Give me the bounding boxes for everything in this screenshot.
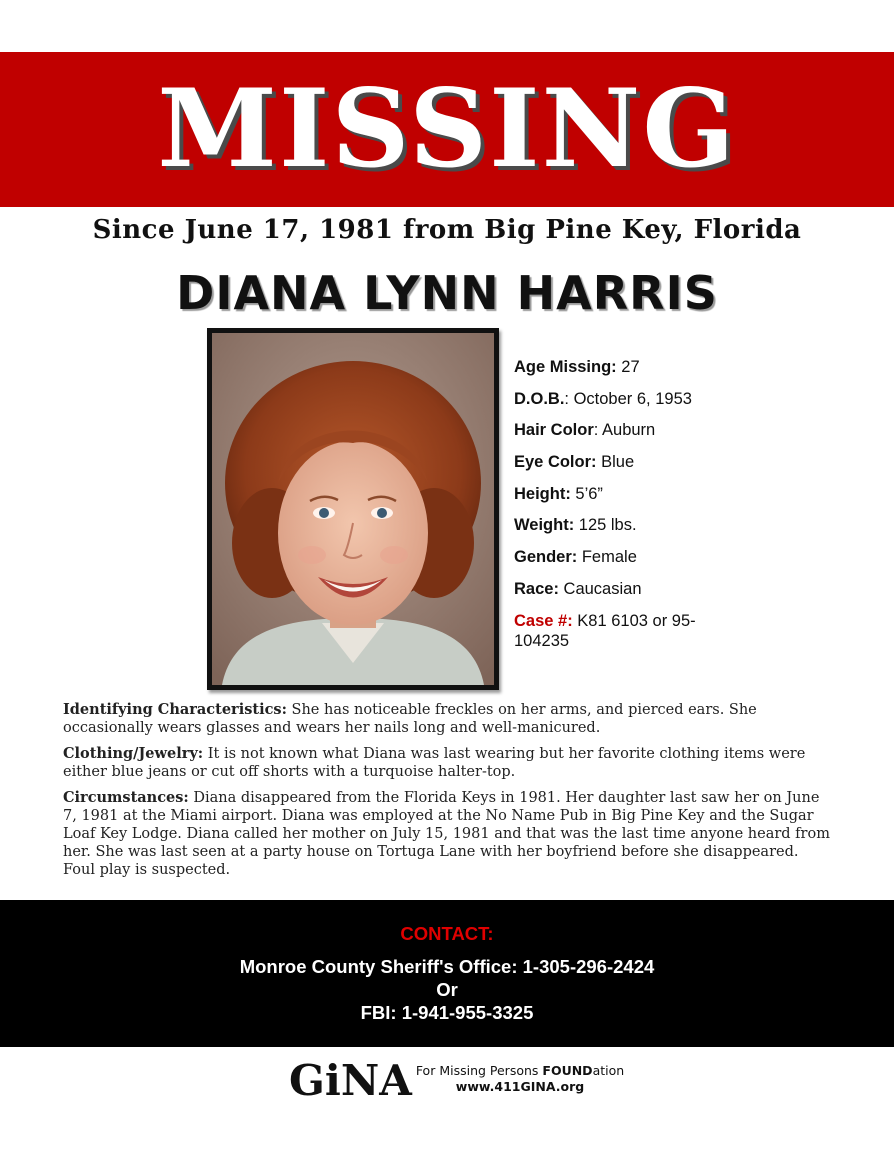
fact-label: Race:: [514, 579, 559, 598]
contact-or: Or: [436, 979, 458, 1000]
fact-label: Case #:: [514, 611, 573, 630]
clothing-jewelry: [63, 745, 833, 781]
gina-logo: [289, 1055, 419, 1103]
fact-race: [514, 579, 734, 611]
contact-sheriff: Monroe County Sheriff's Office: 1-305-296-2424: [239, 956, 655, 977]
gina-logo-text: GiNA: [289, 1056, 412, 1103]
missing-title: MISSING: [157, 66, 737, 192]
fact-label: D.O.B.: [514, 389, 565, 408]
detail-text: She has noticeable freckles on her arms, and pierced ears. She occasionally wears glasses and wears her nails long and well-manicured.: [63, 702, 757, 736]
fact-weight: [514, 515, 734, 547]
fact-value: 27: [616, 358, 640, 376]
fact-value: Female: [577, 548, 637, 567]
facts-list: [514, 357, 734, 650]
fact-value: : Auburn: [593, 421, 656, 440]
portrait-image: [212, 333, 494, 685]
foundation-url[interactable]: www.411GINA.org: [455, 1079, 585, 1094]
person-name: DIANA LYNN HARRIS: [176, 266, 718, 320]
detail-label: Identifying Characteristics:: [63, 701, 287, 718]
fact-label: Gender:: [514, 548, 578, 567]
circumstances: [63, 789, 833, 879]
fact-label: Eye Color:: [514, 453, 597, 472]
detail-label: Circumstances:: [63, 789, 189, 806]
fact-label: Weight:: [514, 516, 575, 535]
fact-value: K81 6103 or 95-104235: [514, 611, 696, 650]
fact-dob: [514, 389, 734, 421]
foundation-name: [415, 1063, 625, 1079]
foundation-block: [415, 1063, 625, 1095]
fact-case-number: [514, 611, 734, 650]
missing-since-line: Since June 17, 1981 from Big Pine Key, Florida: [92, 215, 802, 245]
fact-value: Blue: [596, 453, 635, 472]
fact-value: 5’6”: [570, 484, 603, 503]
foundation-name-bold: FOUND: [542, 1063, 593, 1078]
fact-height: [514, 484, 734, 516]
contact-title: CONTACT:: [400, 923, 494, 944]
foundation-name-post: ation: [592, 1063, 625, 1078]
detail-text: Diana disappeared from the Florida Keys in 1981. Her daughter last saw her on June 7, 1981 at the Miami airport. Diana was employed at the No Name Pub in Big Pine Key and the Sugar Loaf Key Lodge. Diana called her mother on July 15, 1981 and that was the last time anyone heard from her. She was last seen at a party house on Tortuga Lane with her boyfriend before she disappeared. Foul play is suspected.: [63, 790, 830, 878]
fact-value: Caucasian: [558, 579, 642, 598]
foundation-name-pre: For Missing Persons: [415, 1063, 543, 1078]
description-section: [63, 701, 833, 887]
detail-text: It is not known what Diana was last wearing but her favorite clothing items were either blue jeans or cut off shorts with a turquoise halter-top.: [63, 746, 806, 780]
fact-value: : October 6, 1953: [564, 389, 692, 408]
contact-fbi: FBI: 1-941-955-3325: [360, 1002, 534, 1023]
fact-age-missing: [514, 357, 734, 389]
detail-label: Clothing/Jewelry:: [63, 745, 204, 762]
fact-eye-color: [514, 452, 734, 484]
fact-gender: [514, 547, 734, 579]
fact-label: Age Missing:: [514, 358, 617, 376]
person-photo: [207, 328, 499, 690]
fact-label: Hair Color: [514, 421, 594, 440]
fact-hair-color: [514, 420, 734, 452]
identifying-characteristics: [63, 701, 833, 737]
fact-label: Height:: [514, 484, 571, 503]
fact-value: 125 lbs.: [574, 516, 637, 535]
